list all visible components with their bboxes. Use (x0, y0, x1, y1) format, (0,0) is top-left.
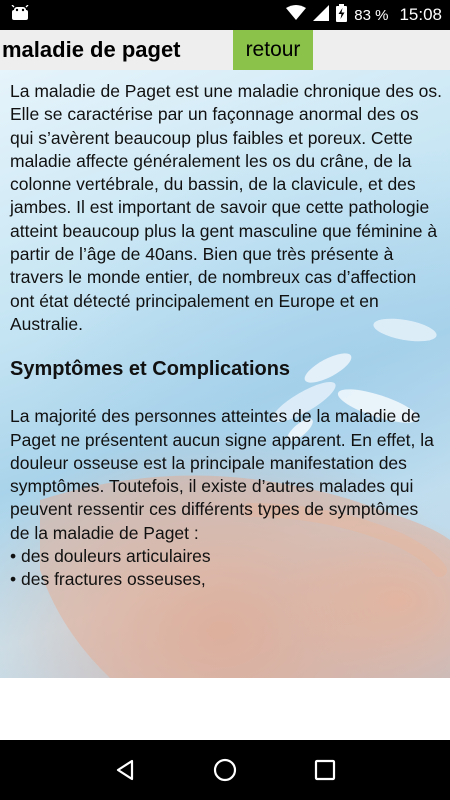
list-item: • des douleurs articulaires (10, 546, 211, 567)
battery-charging-icon (336, 4, 347, 26)
home-circle-icon (212, 757, 238, 783)
intro-paragraph: La maladie de Paget est une maladie chronique des os. Elle se caractérise par un façonnage anormal des os qui s’avèrent beaucoup plus faibles et poreux. Cette maladie affecte généralement les os du crâne, de la colonne vertébrale, du bassin, de la clavicule, et des jambes. Il est important de savoir que cette pathologie atteint beaucoup plus la gent masculine que féminine à partir de l’âge de 40ans. Bien que très présente à travers le monde entier, de nombreux cas d’affection ont état détecté principalement en Europe et en Australie. (10, 81, 442, 334)
status-bar (0, 0, 450, 30)
back-triangle-icon (113, 758, 137, 782)
article-text (10, 80, 442, 592)
navigation-bar (0, 740, 450, 800)
section-heading: Symptômes et Complications (10, 358, 291, 381)
wifi-icon (286, 5, 306, 25)
recents-square-icon (314, 759, 336, 781)
nav-back-button[interactable] (105, 750, 145, 790)
android-notification-icon (10, 5, 30, 26)
article-content[interactable] (0, 70, 450, 678)
battery-percent: 83 % (354, 6, 389, 24)
status-right (286, 0, 442, 30)
page-title: maladie de paget (2, 37, 181, 62)
symptoms-paragraph: La majorité des personnes atteintes de la maladie de Paget ne présentent aucun signe apparent. En effet, la douleur osseuse est la principale manifestation des symptômes. Toutefois, il existe d’autres malades qui peuvent ressentir ces différents types de symptômes de la maladie de Paget : (10, 406, 434, 543)
nav-home-button[interactable] (205, 750, 245, 790)
clock: 15:08 (399, 5, 442, 24)
list-item: • des fractures osseuses, (10, 569, 206, 590)
back-button[interactable]: retour (233, 30, 313, 70)
symptoms-list (10, 545, 442, 592)
nav-recents-button[interactable] (305, 750, 345, 790)
status-left (10, 0, 30, 30)
title-bar (0, 30, 450, 70)
cell-signal-icon (313, 5, 329, 25)
